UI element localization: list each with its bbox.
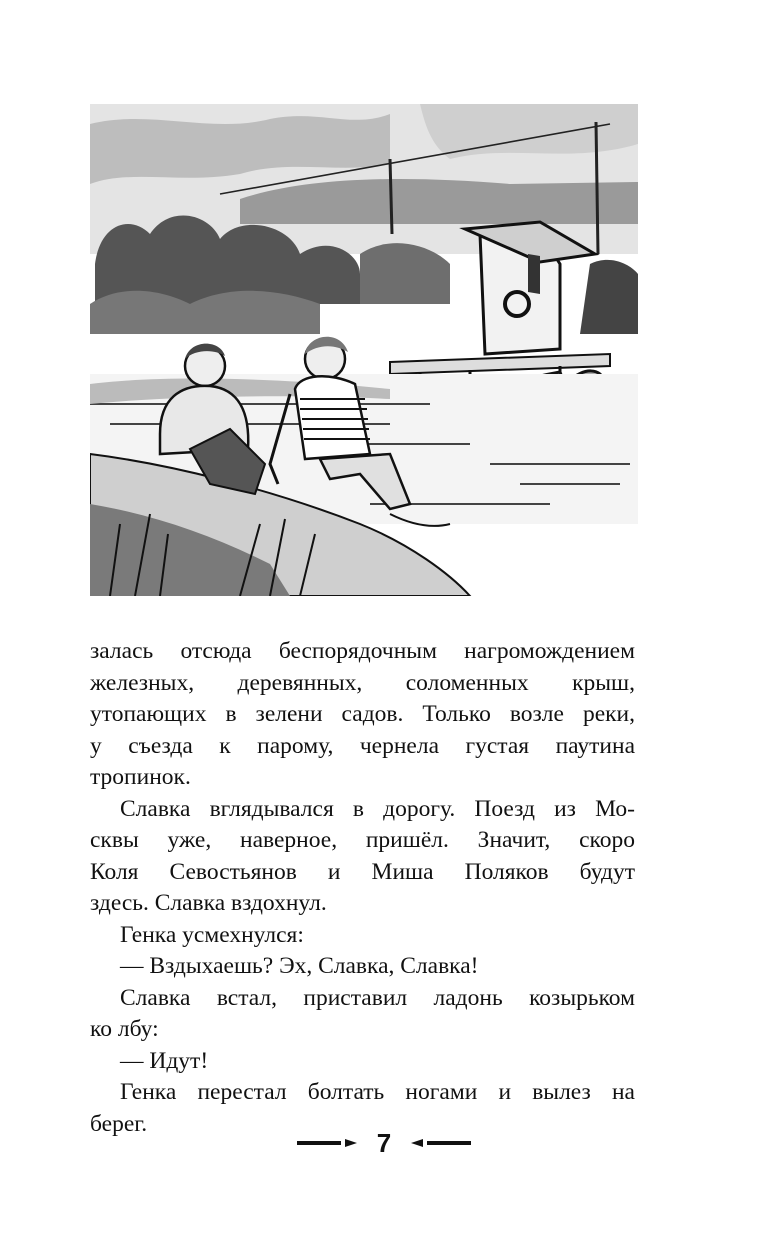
text-line: сквы уже, наверное, пришёл. Значит, скоро — [90, 827, 635, 853]
text-line: Коля Севостьянов и Миша Поляков будут — [90, 858, 635, 885]
text-line: утопающих в зелени садов. Только возле реки, — [90, 701, 635, 727]
text-line: — Вздыхаешь? Эх, Славка, Славка! — [120, 953, 479, 979]
ornament-left-icon — [297, 1136, 363, 1150]
page-footer — [0, 1126, 768, 1160]
ornament-right-icon — [405, 1136, 471, 1150]
text-line: берег. — [90, 1110, 148, 1137]
text-line: Генка усмехнулся: — [120, 921, 304, 948]
riverbank-boys-illustration-icon — [90, 104, 638, 596]
text-line: железных, деревянных, соломенных крыш, — [90, 669, 635, 696]
text-line: Генка перестал болтать ногами и вылез на — [120, 1079, 635, 1105]
text-line: ко лбу: — [90, 1016, 159, 1042]
text-line: Славка вглядывался в дорогу. Поезд из Мо- — [120, 795, 635, 822]
text-line: у съезда к парому, чернела густая паутина — [90, 732, 635, 759]
text-line: — Идут! — [120, 1047, 209, 1074]
page-number: 7 — [376, 1127, 392, 1158]
text-line: Славка встал, приставил ладонь козырьком — [120, 984, 635, 1011]
body-text — [90, 636, 635, 1140]
text-line: тропинок. — [90, 764, 191, 790]
text-line: здесь. Славка вздохнул. — [90, 890, 327, 916]
text-line: залась отсюда беспорядочным нагромождением — [90, 638, 635, 664]
